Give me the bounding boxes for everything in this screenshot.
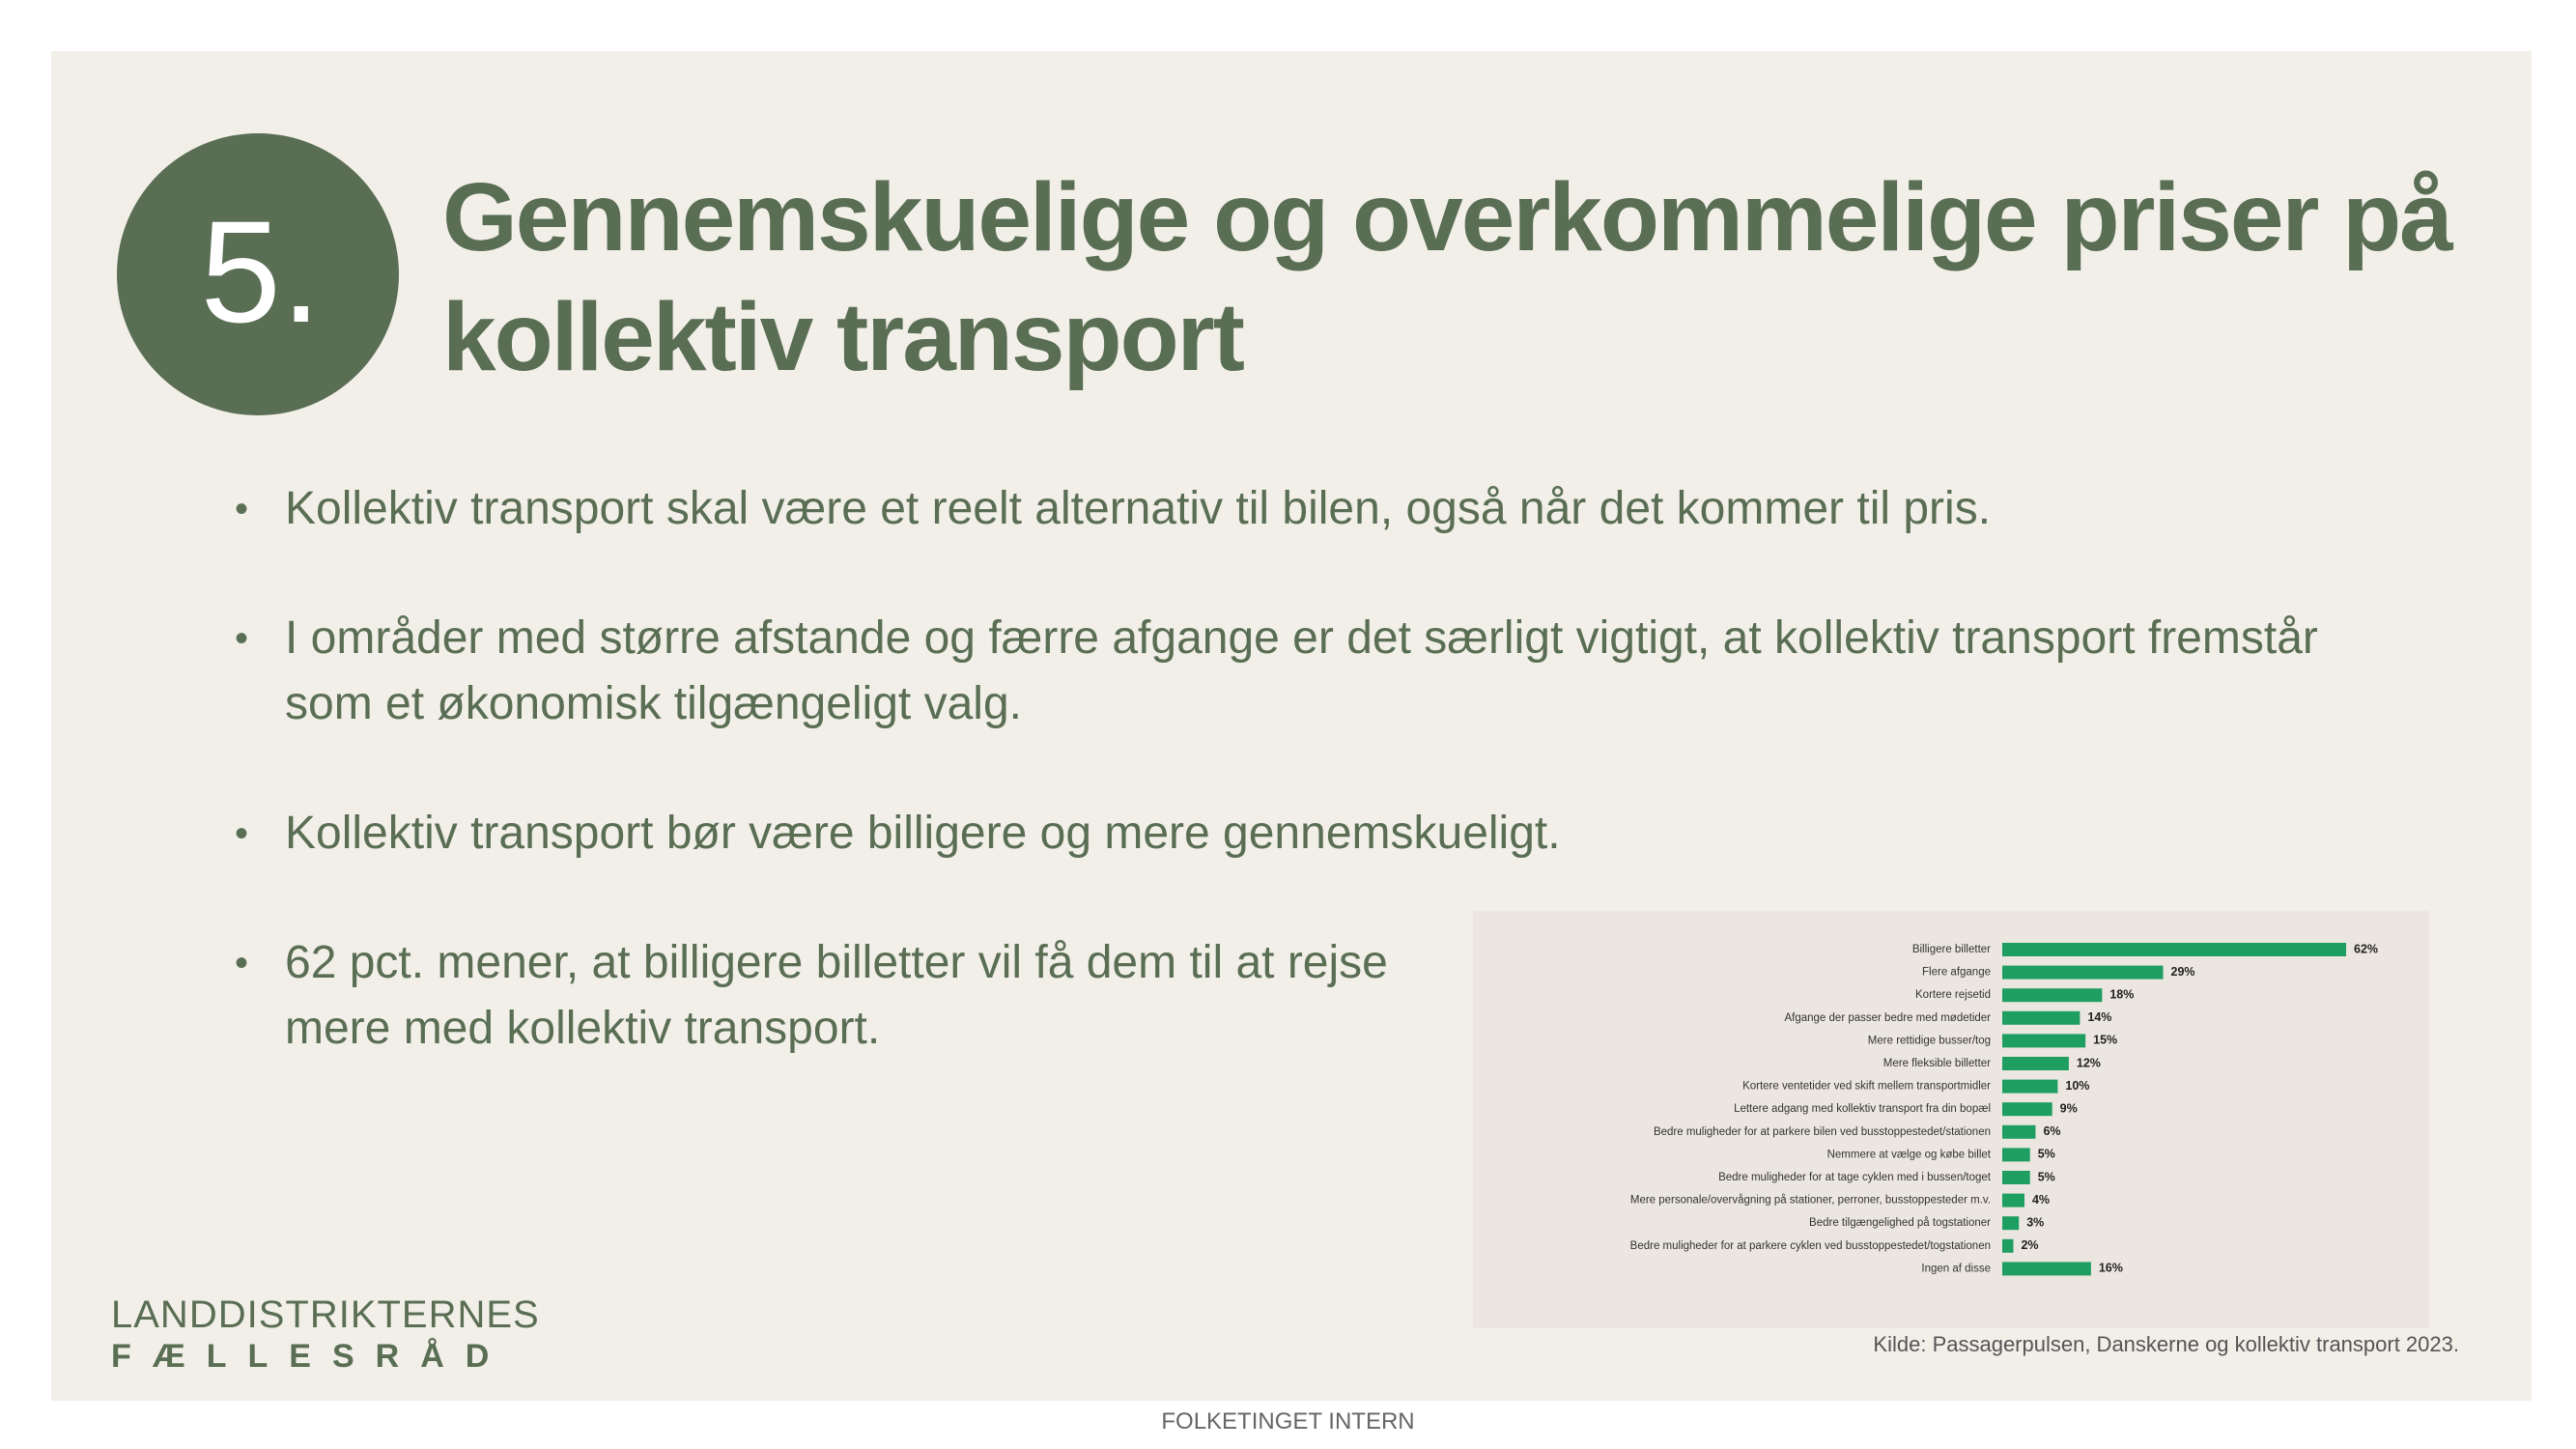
bar [2002, 988, 2102, 1002]
value-label: 2% [2021, 1238, 2039, 1253]
bar [2002, 1034, 2085, 1047]
value-label: 6% [2043, 1124, 2061, 1139]
bullet-icon: • [235, 942, 249, 984]
category-label: Kortere rejsetid [1915, 989, 1991, 1002]
bar [2002, 1011, 2080, 1025]
value-label: 14% [2087, 1010, 2112, 1025]
bullet-item [225, 606, 2398, 737]
bar [2002, 1057, 2069, 1070]
bar [2002, 1102, 2052, 1116]
bullet-icon: • [235, 812, 249, 855]
bar [2002, 1171, 2030, 1184]
bar [2002, 1262, 2091, 1275]
logo-line-1: LANDDISTRIKTERNES [111, 1293, 540, 1336]
bar [2002, 1194, 2024, 1208]
category-label: Lettere adgang med kollektiv transport fra din bopæl [1734, 1103, 1991, 1116]
value-label: 12% [2076, 1056, 2101, 1070]
value-label: 29% [2170, 964, 2195, 979]
bar [2002, 1080, 2057, 1094]
category-label: Bedre muligheder for at parkere bilen ved busstoppestedet/stationen [1653, 1125, 1991, 1138]
category-label: Kortere ventetider ved skift mellem transportmidler [1742, 1080, 1991, 1093]
slide-number: 5. [200, 190, 322, 353]
value-label: 9% [2059, 1101, 2078, 1116]
logo [111, 1293, 540, 1376]
value-label: 15% [2093, 1033, 2118, 1047]
bar [2002, 1148, 2030, 1161]
slide [51, 51, 2532, 1401]
bar [2002, 966, 2164, 980]
bar [2002, 1125, 2035, 1139]
bullet-text: 62 pct. mener, at billigere billetter vil få dem til at rejse mere med kollektiv transport. [285, 937, 1388, 1054]
source-note: Kilde: Passagerpulsen, Danskerne og kollektiv transport 2023. [1873, 1332, 2459, 1356]
category-label: Nemmere at vælge og købe billet [1826, 1149, 1991, 1161]
bullet-text: Kollektiv transport skal være et reelt alternativ til bilen, også når det kommer til pris. [285, 483, 1992, 534]
bar [2002, 943, 2346, 956]
category-label: Bedre muligheder for at tage cyklen med i bussen/toget [1718, 1172, 1991, 1184]
category-label: Flere afgange [1922, 966, 1991, 979]
category-label: Bedre tilgængelighed på togstationer [1809, 1217, 1991, 1230]
bullet-item [225, 476, 2398, 542]
bar [2002, 1239, 2013, 1253]
bar-chart [1473, 911, 2429, 1328]
category-label: Afgange der passer bedre med mødetider [1784, 1011, 1991, 1024]
value-label: 10% [2065, 1078, 2090, 1093]
value-label: 16% [2098, 1261, 2123, 1275]
value-label: 5% [2037, 1147, 2055, 1161]
logo-line-2: FÆLLESRÅD [111, 1338, 511, 1375]
value-label: 3% [2026, 1215, 2045, 1230]
category-label: Bedre muligheder for at parkere cyklen ved busstoppestedet/togstationen [1629, 1239, 1991, 1252]
footer-classification: FOLKETINGET INTERN [1161, 1408, 1415, 1435]
category-label: Billigere billetter [1911, 944, 1991, 956]
slide-title: Gennemskuelige og overkommelige priser på kollektiv transport [442, 163, 2451, 391]
bullet-icon: • [235, 488, 249, 530]
bullet-icon: • [235, 617, 249, 660]
category-label: Mere rettidige busser/tog [1867, 1035, 1991, 1047]
slide-number-badge [117, 133, 399, 415]
value-label: 4% [2031, 1192, 2051, 1207]
value-label: 62% [2354, 942, 2379, 956]
bar-chart-svg [1473, 911, 2429, 1328]
category-label: Mere fleksible billetter [1882, 1058, 1991, 1070]
bullet-item [225, 930, 1425, 1062]
bar [2002, 1216, 2019, 1230]
bullet-text: I områder med større afstande og færre afgange er det særligt vigtigt, at kollektiv transport fremstår som et økonomisk tilgængeligt valg. [285, 612, 2318, 729]
value-label: 5% [2037, 1170, 2055, 1184]
category-label: Ingen af disse [1921, 1263, 1991, 1275]
bullet-text: Kollektiv transport bør være billigere og mere gennemskueligt. [285, 808, 1561, 859]
bullet-item [225, 801, 2398, 867]
value-label: 18% [2109, 987, 2135, 1002]
category-label: Mere personale/overvågning på stationer, perroner, busstoppesteder m.v. [1629, 1194, 1991, 1207]
